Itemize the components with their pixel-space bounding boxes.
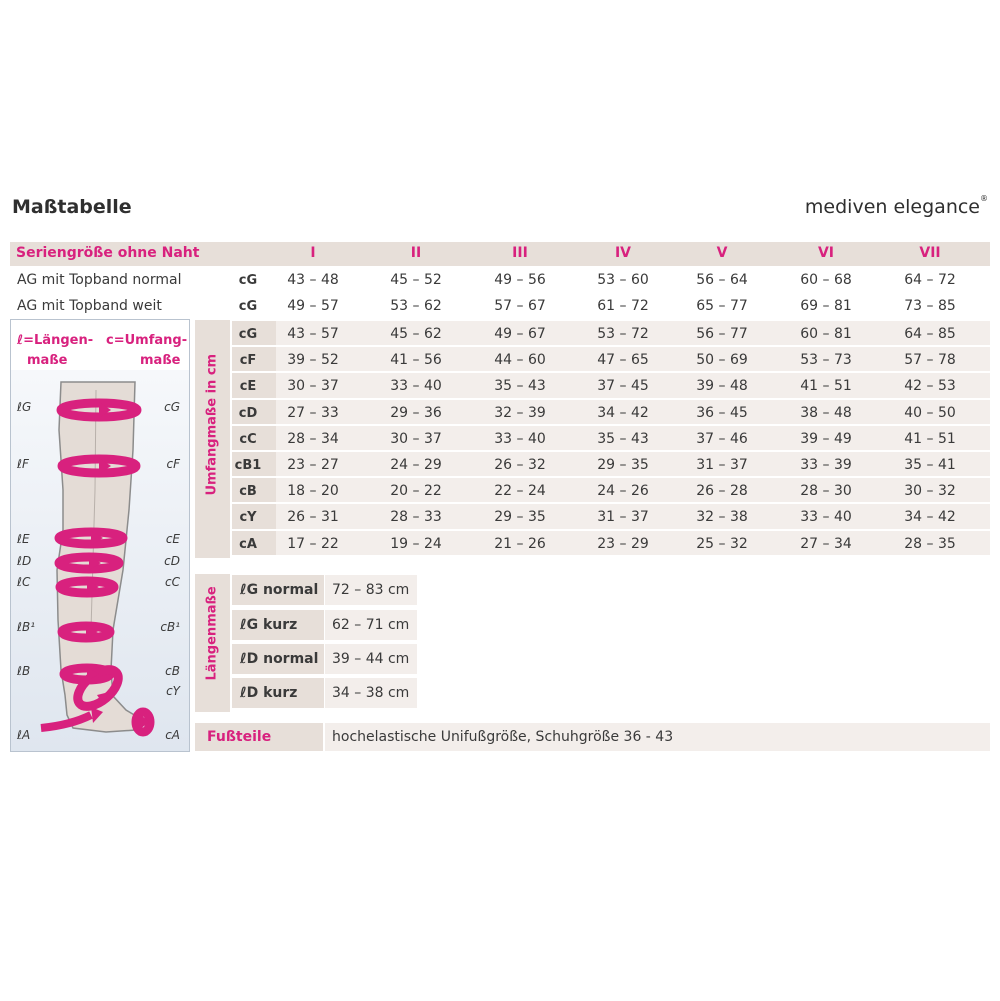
length-label-G: ℓG: [17, 400, 32, 414]
circ-label-D: cD: [164, 554, 180, 568]
length-label-A: ℓA: [17, 728, 31, 742]
circ-cell: 17 – 22: [287, 535, 339, 552]
size-col-header: VI: [817, 245, 835, 261]
topband-cell: 73 – 85: [904, 298, 956, 314]
length-label-B1: ℓB¹: [17, 620, 35, 634]
circumference-section-label: Umfangmaße in cm: [204, 353, 220, 496]
circ-label-G: cG: [164, 400, 180, 414]
circ-row-symbol: cC: [239, 431, 257, 447]
circ-cell: 37 – 46: [696, 430, 748, 447]
circ-cell: 38 – 48: [800, 404, 852, 421]
circ-cell: 31 – 37: [696, 457, 748, 473]
size-col-header: III: [512, 245, 528, 261]
topband-row-label: AG mit Topband weit: [17, 298, 162, 314]
length-key: ℓG normal: [240, 582, 319, 598]
topband-cell: 43 – 48: [287, 272, 339, 288]
circ-cell: 26 – 32: [494, 457, 546, 473]
topband-cell: 61 – 72: [597, 298, 649, 314]
circ-cell: 47 – 65: [597, 352, 649, 369]
circ-cell: 34 – 42: [597, 404, 649, 421]
topband-cell: 53 – 62: [390, 298, 442, 314]
circ-label-A: cA: [165, 728, 180, 742]
circ-cell: 50 – 69: [696, 352, 748, 369]
circ-cell: 28 – 34: [287, 430, 339, 447]
circ-cell: 33 – 40: [800, 509, 852, 526]
circ-cell: 56 – 77: [696, 326, 748, 342]
circ-row-symbol: cA: [239, 536, 257, 552]
circ-cell: 42 – 53: [904, 378, 956, 395]
foot-label: Fußteile: [207, 729, 272, 745]
circ-cell: 49 – 67: [494, 326, 546, 342]
circ-cell: 25 – 32: [696, 535, 748, 552]
circ-cell: 26 – 31: [287, 509, 339, 526]
topband-cell: 49 – 57: [287, 298, 339, 314]
topband-cell: 60 – 68: [800, 272, 852, 288]
length-label-F: ℓF: [17, 457, 29, 471]
length-section-label: Längenmaße: [204, 586, 220, 681]
length-key: ℓD normal: [240, 651, 319, 667]
circ-cell: 41 – 56: [390, 352, 442, 369]
circ-cell: 39 – 48: [696, 378, 748, 395]
length-key: ℓD kurz: [240, 685, 298, 701]
circ-cell: 35 – 43: [597, 430, 649, 447]
circ-cell: 31 – 37: [597, 509, 649, 526]
topband-cell: 49 – 56: [494, 272, 546, 288]
circ-cell: 24 – 26: [597, 483, 649, 500]
topband-row-symbol: cG: [238, 273, 258, 288]
circ-label-B1: cB¹: [160, 620, 180, 634]
circ-cell: 41 – 51: [904, 430, 956, 447]
circ-cell: 32 – 38: [696, 509, 748, 526]
circ-cell: 22 – 24: [494, 483, 546, 500]
size-col-header: II: [410, 245, 422, 261]
circ-cell: 37 – 45: [597, 378, 649, 395]
circ-cell: 39 – 52: [287, 352, 339, 369]
circ-row-symbol: cG: [238, 327, 258, 342]
circ-label-E: cE: [165, 532, 180, 546]
circ-cell: 33 – 39: [800, 457, 852, 473]
legend-circumference: c=Umfang-: [106, 333, 188, 348]
circ-cell: 33 – 40: [494, 430, 546, 447]
size-col-header: VII: [919, 245, 941, 261]
size-header-label: Seriengröße ohne Naht: [16, 245, 200, 261]
circ-cell: 35 – 43: [494, 378, 546, 395]
circ-cell: 53 – 73: [800, 352, 852, 369]
circ-row-symbol: cF: [239, 353, 257, 369]
topband-cell: 65 – 77: [696, 298, 748, 314]
circ-row-symbol: cB1: [234, 458, 262, 473]
circ-cell: 43 – 57: [287, 326, 339, 342]
circ-row-symbol: cY: [239, 510, 257, 526]
circ-cell: 21 – 26: [494, 535, 546, 552]
circ-cell: 27 – 33: [287, 404, 339, 421]
length-label-C: ℓC: [17, 575, 31, 589]
length-value: 34 – 38 cm: [332, 685, 410, 701]
circ-cell: 28 – 30: [800, 483, 852, 500]
size-col-header: I: [310, 245, 316, 261]
circ-cell: 23 – 29: [597, 535, 649, 552]
topband-cell: 53 – 60: [597, 272, 649, 288]
circ-cell: 44 – 60: [494, 352, 546, 369]
size-col-header: IV: [614, 245, 632, 261]
legend-length: ℓ=Längen-: [17, 333, 94, 348]
circ-cell: 29 – 35: [597, 457, 649, 473]
length-label-E: ℓE: [17, 532, 30, 546]
topband-cell: 69 – 81: [800, 298, 852, 314]
circ-cell: 64 – 85: [904, 326, 956, 342]
circ-cell: 20 – 22: [390, 483, 442, 500]
topband-cell: 64 – 72: [904, 272, 956, 288]
length-value: 62 – 71 cm: [332, 617, 410, 633]
circ-row-symbol: cD: [238, 405, 258, 421]
foot-value: hochelastische Unifußgröße, Schuhgröße 36 - 43: [332, 729, 674, 745]
length-value: 39 – 44 cm: [332, 651, 410, 667]
circ-cell: 57 – 78: [904, 352, 956, 369]
circ-cell: 26 – 28: [696, 483, 748, 500]
circ-label-C: cC: [165, 575, 180, 589]
circ-label-F: cF: [166, 457, 180, 471]
circ-cell: 34 – 42: [904, 509, 956, 526]
length-label-B: ℓB: [17, 664, 31, 678]
circ-cell: 30 – 37: [390, 430, 442, 447]
circ-cell: 39 – 49: [800, 430, 852, 447]
circ-cell: 24 – 29: [390, 457, 442, 473]
circ-cell: 35 – 41: [904, 457, 956, 473]
topband-cell: 57 – 67: [494, 298, 546, 314]
legend-circumference-cont: maße: [140, 353, 181, 368]
registered-mark: ®: [980, 194, 988, 203]
circ-cell: 30 – 32: [904, 483, 956, 500]
size-col-header: V: [716, 245, 728, 261]
circ-cell: 30 – 37: [287, 378, 339, 395]
circ-label-Y: cY: [166, 684, 180, 698]
circ-cell: 36 – 45: [696, 404, 748, 421]
topband-row-symbol: cG: [238, 299, 258, 314]
topband-cell: 45 – 52: [390, 272, 442, 288]
circ-cell: 33 – 40: [390, 378, 442, 395]
topband-cell: 56 – 64: [696, 272, 748, 288]
circ-cell: 27 – 34: [800, 535, 852, 552]
circ-cell: 29 – 35: [494, 509, 546, 526]
circ-cell: 45 – 62: [390, 326, 442, 342]
circ-label-B: cB: [165, 664, 180, 678]
topband-row-label: AG mit Topband normal: [17, 272, 182, 288]
circ-cell: 40 – 50: [904, 404, 956, 421]
circ-cell: 18 – 20: [287, 483, 339, 500]
page-title: Maßtabelle: [12, 196, 132, 218]
circ-cell: 19 – 24: [390, 535, 442, 552]
circ-cell: 53 – 72: [597, 326, 649, 342]
brand-logo: [805, 196, 988, 218]
circ-cell: 28 – 35: [904, 535, 956, 552]
legend-length-cont: maße: [27, 353, 68, 368]
circ-row-symbol: cB: [239, 484, 257, 500]
circ-cell: 28 – 33: [390, 509, 442, 526]
circ-cell: 60 – 81: [800, 326, 852, 342]
circ-cell: 41 – 51: [800, 378, 852, 395]
circ-cell: 29 – 36: [390, 404, 442, 421]
length-value: 72 – 83 cm: [332, 582, 410, 598]
brand-name: mediven elegance: [804, 196, 980, 218]
length-key: ℓG kurz: [240, 617, 298, 633]
circ-cell: 32 – 39: [494, 404, 546, 421]
circ-row-symbol: cE: [239, 379, 257, 395]
length-label-D: ℓD: [17, 554, 32, 568]
circ-cell: 23 – 27: [287, 457, 339, 473]
